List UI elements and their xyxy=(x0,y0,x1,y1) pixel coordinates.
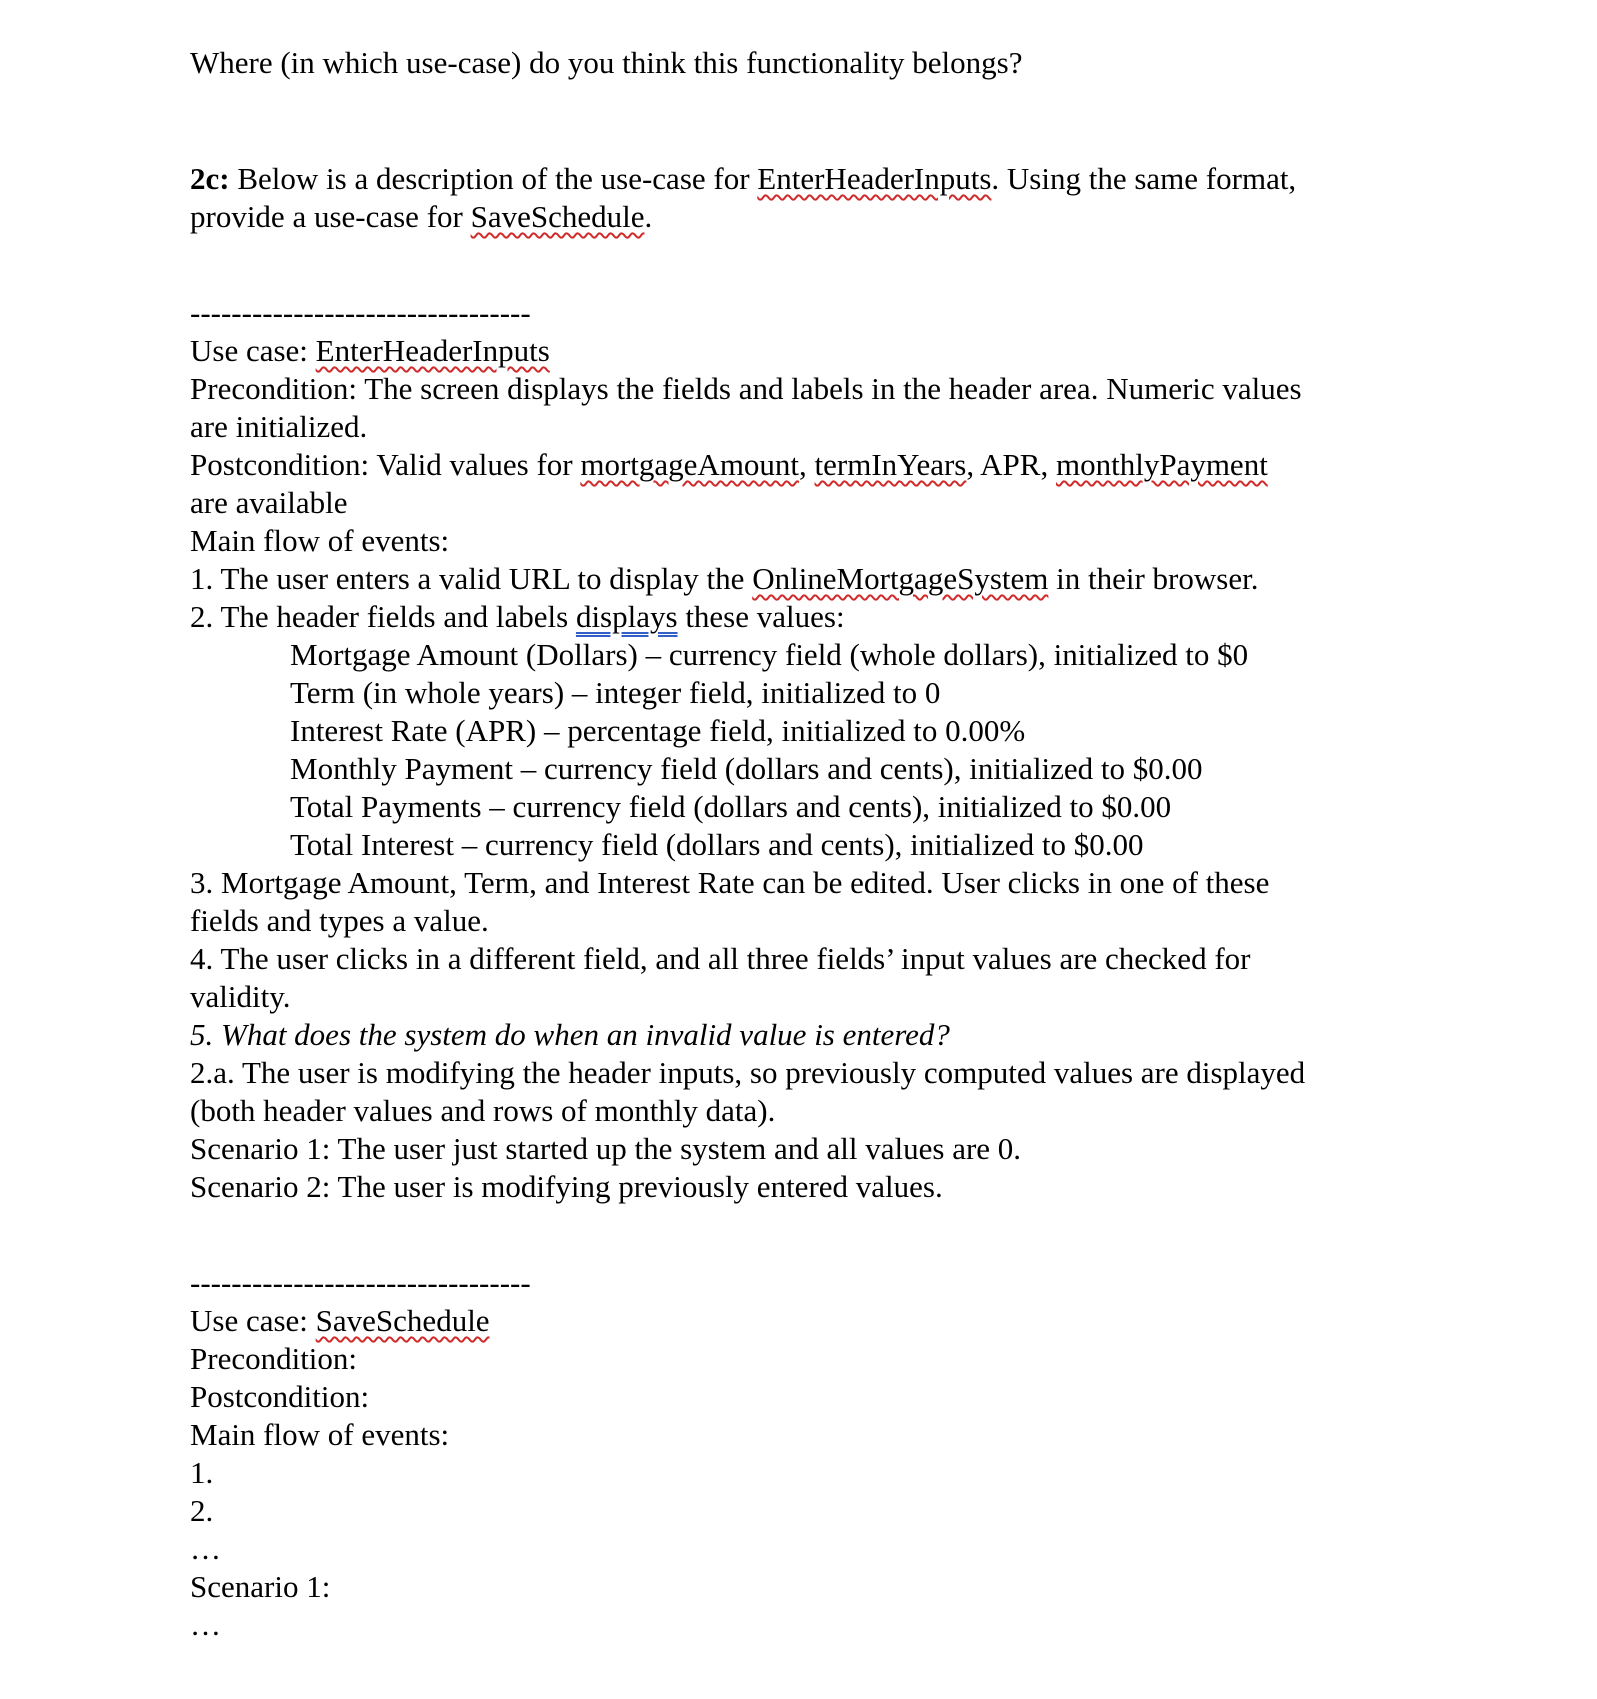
task-label: 2c: xyxy=(190,161,230,196)
precondition: Precondition: xyxy=(190,1341,358,1376)
alt-flow-2a-line2: (both header values and rows of monthly data). xyxy=(190,1093,776,1128)
task-text: provide a use-case for xyxy=(190,199,471,234)
field-interest-rate: Interest Rate (APR) – percentage field, initialized to 0.00% xyxy=(290,713,1026,748)
term-terminyears: termInYears xyxy=(814,447,967,482)
use-case-ref-saveschedule: SaveSchedule xyxy=(470,199,645,234)
step-text: 1. The user enters a valid URL to display the xyxy=(190,561,753,596)
separator-text: , APR, xyxy=(966,447,1056,482)
field-total-interest: Total Interest – currency field (dollars and cents), initialized to $0.00 xyxy=(290,827,1144,862)
precondition-line2: are initialized. xyxy=(190,409,368,444)
document-page xyxy=(190,44,1430,1644)
use-case-name: SaveSchedule xyxy=(315,1303,490,1338)
term-onlinemortgagesystem: OnlineMortgageSystem xyxy=(752,561,1049,596)
separator: --------------------------------- xyxy=(190,1265,531,1300)
question-intro: Where (in which use-case) do you think this functionality belongs? xyxy=(190,45,1023,80)
use-case-title xyxy=(190,332,1430,370)
alt-flow-2a-line1: 2.a. The user is modifying the header inputs, so previously computed values are displayed xyxy=(190,1055,1306,1090)
main-flow-label: Main flow of events: xyxy=(190,523,450,558)
spacer xyxy=(190,236,1430,294)
scenario-1: Scenario 1: The user just started up the system and all values are 0. xyxy=(190,1131,1022,1166)
task-2c-line1 xyxy=(190,160,1430,198)
separator-text: , xyxy=(799,447,815,482)
postcondition-line1 xyxy=(190,446,1430,484)
task-2c-line2 xyxy=(190,198,1430,236)
flow-step-4-line1: 4. The user clicks in a different field, and all three fields’ input values are checked for xyxy=(190,941,1251,976)
main-flow-label: Main flow of events: xyxy=(190,1417,450,1452)
task-2c xyxy=(190,160,1430,236)
flow-step-2 xyxy=(190,598,1430,636)
title-label: Use case: xyxy=(190,1303,316,1338)
field-mortgage-amount: Mortgage Amount (Dollars) – currency field (whole dollars), initialized to $0 xyxy=(290,637,1249,672)
template-use-case xyxy=(190,1264,1430,1644)
use-case-ref-enterheaderinputs: EnterHeaderInputs xyxy=(757,161,992,196)
flow-step-5: 5. What does the system do when an invalid value is entered? xyxy=(190,1017,950,1052)
use-case-name: EnterHeaderInputs xyxy=(315,333,550,368)
task-text: . Using the same format, xyxy=(991,161,1297,196)
task-text: . xyxy=(644,199,653,234)
scenario-2: Scenario 2: The user is modifying previously entered values. xyxy=(190,1169,943,1204)
step-text: 2. The header fields and labels xyxy=(190,599,576,634)
scenario-1: Scenario 1: xyxy=(190,1569,331,1604)
step-text: these values: xyxy=(677,599,845,634)
flow-step-1 xyxy=(190,560,1430,598)
flow-step-4-line2: validity. xyxy=(190,979,291,1014)
title-label: Use case: xyxy=(190,333,316,368)
task-text: Below is a description of the use-case for xyxy=(237,161,758,196)
use-case-title xyxy=(190,1302,1430,1340)
postcondition-text: Postcondition: Valid values for xyxy=(190,447,581,482)
step-text: in their browser. xyxy=(1048,561,1259,596)
term-mortgageamount: mortgageAmount xyxy=(580,447,800,482)
ellipsis: … xyxy=(190,1607,221,1642)
field-monthly-payment: Monthly Payment – currency field (dollars and cents), initialized to $0.00 xyxy=(290,751,1203,786)
spacer xyxy=(190,82,1430,160)
ellipsis: … xyxy=(190,1531,221,1566)
flow-step-1: 1. xyxy=(190,1455,214,1490)
grammar-flag-displays: displays xyxy=(575,599,678,634)
precondition-line1: Precondition: The screen displays the fields and labels in the header area. Numeric values xyxy=(190,371,1302,406)
postcondition-line2: are available xyxy=(190,485,348,520)
separator: --------------------------------- xyxy=(190,295,531,330)
term-monthlypayment: monthlyPayment xyxy=(1055,447,1268,482)
field-total-payments: Total Payments – currency field (dollars and cents), initialized to $0.00 xyxy=(290,789,1172,824)
postcondition: Postcondition: xyxy=(190,1379,370,1414)
flow-step-3-line1: 3. Mortgage Amount, Term, and Interest Rate can be edited. User clicks in one of these xyxy=(190,865,1270,900)
spacer xyxy=(190,1206,1430,1264)
flow-step-2: 2. xyxy=(190,1493,214,1528)
flow-step-3-line2: fields and types a value. xyxy=(190,903,489,938)
example-use-case xyxy=(190,294,1430,1206)
field-term: Term (in whole years) – integer field, initialized to 0 xyxy=(290,675,941,710)
